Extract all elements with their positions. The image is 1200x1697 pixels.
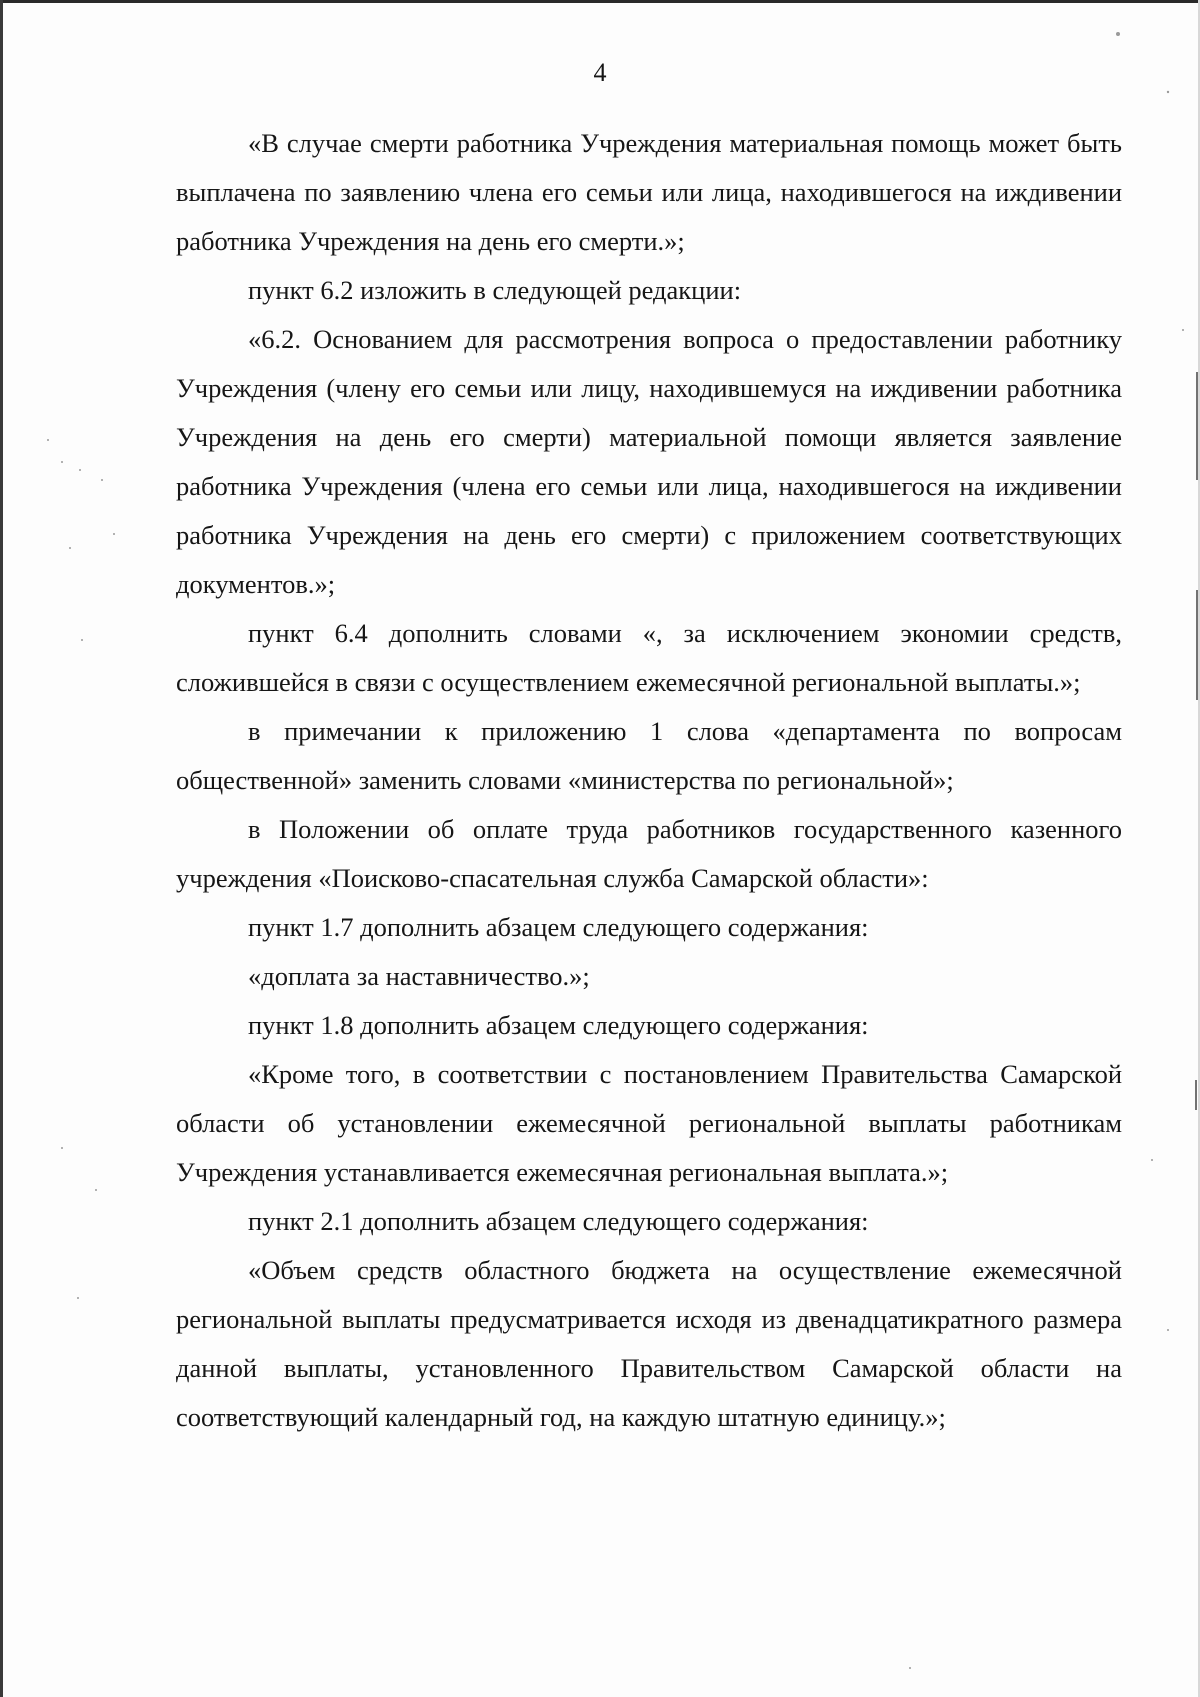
paragraph: пункт 1.8 дополнить абзацем следующего содержания: [248, 1010, 869, 1040]
paragraph: в примечании к приложению 1 слова «департамента по вопросам общественной» заменить словами «министерства по региональной»; [176, 716, 1122, 795]
paragraph: в Положении об оплате труда работников государственного казенного учреждения «Поисково-спасательная служба Самарской области»: [176, 814, 1122, 893]
paragraph: пункт 6.4 дополнить словами «, за исключением экономии средств, сложившейся в связи с осуществлением ежемесячной региональной выплаты.»; [176, 618, 1122, 697]
paragraph: пункт 1.7 дополнить абзацем следующего содержания: [248, 912, 869, 942]
paragraph: «доплата за наставничество.»; [248, 961, 590, 991]
paragraph: «В случае смерти работника Учреждения материальная помощь может быть выплачена по заявлению члена его семьи или лица, находившегося на иждивении работника Учреждения на день его смерти.»; [176, 128, 1122, 256]
paragraph: «Кроме того, в соответствии с постановлением Правительства Самарской области об установлении ежемесячной региональной выплаты работникам Учреждения устанавливается ежемесячная региональная выплата.»; [176, 1059, 1122, 1187]
paragraph: пункт 2.1 дополнить абзацем следующего содержания: [248, 1206, 869, 1236]
paragraph: пункт 6.2 изложить в следующей редакции: [248, 275, 742, 305]
paragraph: «Объем средств областного бюджета на осуществление ежемесячной региональной выплаты предусматривается исходя из двенадцатикратного размера данной выплаты, установленного Правительством Самарской области на соответствующий календарный год, на каждую штатную единицу.»; [176, 1255, 1122, 1432]
paragraph: «6.2. Основанием для рассмотрения вопроса о предоставлении работнику Учреждения (члену его семьи или лицу, находившемуся на иждивении работника Учреждения на день его смерти) материальной помощи является заявление работника Учреждения (члена его семьи или лица, находившегося на иждивении работника Учреждения на день его смерти) с приложением соответствующих документов.»; [176, 324, 1122, 599]
page-number: 4 [593, 58, 607, 87]
document-body [176, 119, 1122, 1442]
